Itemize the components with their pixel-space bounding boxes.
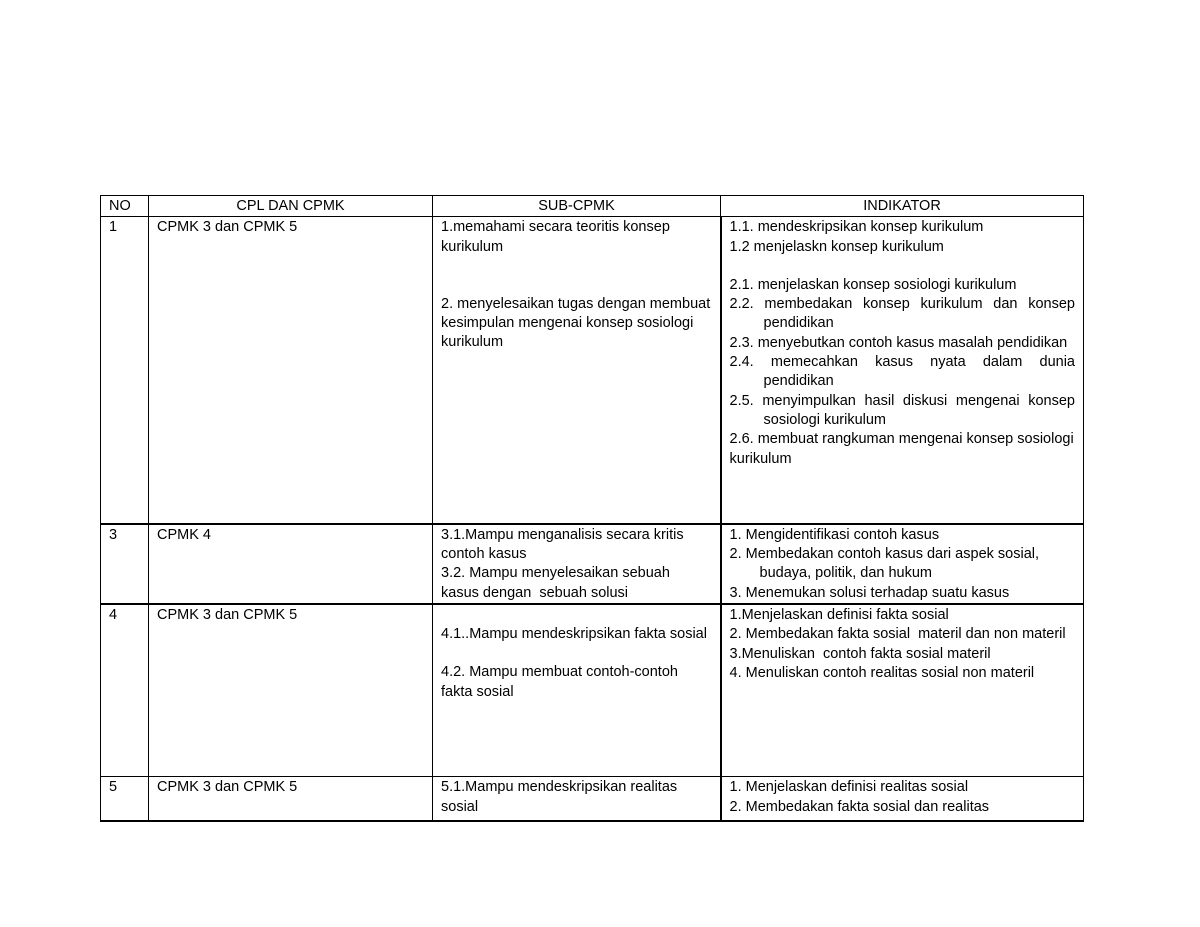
row-cpl: CPMK 3 dan CPMK 5 bbox=[149, 777, 433, 821]
sub-cpmk-item: fakta sosial bbox=[441, 683, 514, 700]
table-row bbox=[101, 524, 1084, 604]
row-indikator bbox=[721, 777, 1084, 821]
sub-cpmk-item: 4.2. Mampu membuat contoh-contoh bbox=[441, 664, 678, 681]
row-cpl: CPMK 3 dan CPMK 5 bbox=[149, 217, 433, 524]
header-row bbox=[101, 196, 1084, 217]
row-indikator bbox=[721, 217, 1084, 524]
indikator-item: 1. Menjelaskan definisi realitas sosial bbox=[729, 779, 969, 796]
sub-cpmk-item: 2. menyelesaikan tugas dengan membuat kesimpulan mengenai konsep sosiologi kurikulum bbox=[441, 295, 715, 351]
table-row bbox=[101, 777, 1084, 821]
indikator-item: 2.6. membuat rangkuman mengenai konsep sosiologi kurikulum bbox=[729, 431, 1078, 467]
indikator-item: 2. Membedakan fakta sosial materil dan non materil bbox=[729, 626, 1066, 643]
indikator-item: 2.1. menjelaskan konsep sosiologi kurikulum bbox=[729, 276, 1017, 293]
row-sub-cpmk bbox=[433, 217, 721, 524]
indikator-item: 2.2. membedakan konsep kurikulum dan konsep pendidikan bbox=[729, 296, 1075, 332]
sub-cpmk-item: 5.1.Mampu mendeskripsikan realitas sosial bbox=[441, 779, 682, 815]
indikator-item: 1.2 menjelaskn konsep kurikulum bbox=[729, 238, 944, 255]
indikator-item: 2. Membedakan contoh kasus dari aspek sosial, budaya, politik, dan hukum bbox=[729, 546, 1040, 582]
indikator-item: 3.Menuliskan contoh fakta sosial materil bbox=[729, 645, 991, 662]
row-indikator bbox=[721, 524, 1084, 604]
indikator-item: 1.1. mendeskripsikan konsep kurikulum bbox=[729, 219, 984, 236]
table-row bbox=[101, 217, 1084, 524]
indikator-item: 2. Membedakan fakta sosial dan realitas bbox=[729, 798, 990, 815]
indikator-item: 1. Mengidentifikasi contoh kasus bbox=[729, 526, 940, 543]
indikator-item: 3. Menemukan solusi terhadap suatu kasus bbox=[729, 584, 1010, 601]
row-cpl: CPMK 3 dan CPMK 5 bbox=[149, 604, 433, 777]
header-indikator: INDIKATOR bbox=[721, 196, 1084, 217]
sub-cpmk-item: 3.1.Mampu menganalisis secara kritis contoh kasus bbox=[441, 526, 688, 563]
row-no: 4 bbox=[101, 604, 149, 777]
row-sub-cpmk bbox=[433, 524, 721, 604]
indikator-item: 2.4. memecahkan kasus nyata dalam dunia pendidikan bbox=[729, 354, 1075, 390]
header-sub-cpmk: SUB-CPMK bbox=[433, 196, 721, 217]
header-cpl-cpmk: CPL DAN CPMK bbox=[149, 196, 433, 217]
cpmk-table bbox=[100, 195, 1084, 822]
row-indikator bbox=[721, 604, 1084, 777]
header-no: NO bbox=[101, 196, 149, 217]
row-sub-cpmk bbox=[433, 777, 721, 821]
sub-cpmk-item: 3.2. Mampu menyelesaikan sebuah kasus dengan sebuah solusi bbox=[441, 565, 674, 601]
indikator-item: 4. Menuliskan contoh realitas sosial non materil bbox=[729, 664, 1035, 681]
indikator-item: 1.Menjelaskan definisi fakta sosial bbox=[729, 606, 949, 623]
indikator-item: 2.3. menyebutkan contoh kasus masalah pendidikan bbox=[729, 334, 1068, 351]
row-cpl: CPMK 4 bbox=[149, 524, 433, 604]
row-no: 5 bbox=[101, 777, 149, 821]
sub-cpmk-item: 4.1..Mampu mendeskripsikan fakta sosial bbox=[441, 625, 707, 642]
table-row bbox=[101, 604, 1084, 777]
indikator-item: 2.5. menyimpulkan hasil diskusi mengenai konsep sosiologi kurikulum bbox=[729, 392, 1075, 428]
row-no: 1 bbox=[101, 217, 149, 524]
row-sub-cpmk bbox=[433, 604, 721, 777]
row-no: 3 bbox=[101, 524, 149, 604]
sub-cpmk-item: 1.memahami secara teoritis konsep kurikulum bbox=[441, 219, 674, 255]
